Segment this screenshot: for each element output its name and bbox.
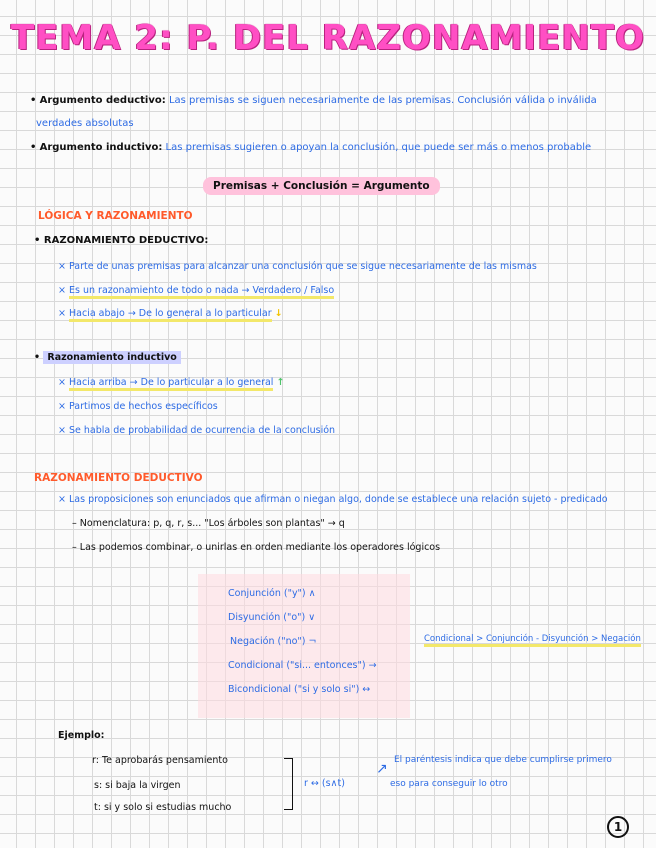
arrow-down-icon: ↓ xyxy=(274,308,283,319)
operator-disjunction: Disyunción ("o") ∨ xyxy=(228,612,316,623)
example-line-s: s: si baja la virgen xyxy=(94,780,181,791)
bullet: × xyxy=(58,377,66,388)
list-item-text: Es un razonamiento de todo o nada → Verdadero / Falso xyxy=(69,285,334,299)
bracket-icon xyxy=(284,758,293,810)
subheading-inductive-text: Razonamiento inductivo xyxy=(43,351,180,364)
list-item-text: Parte de unas premisas para alcanzar una conclusión que se sigue necesariamente de las mismas xyxy=(69,261,537,272)
page-title: TEMA 2: P. DEL RAZONAMIENTO xyxy=(11,18,645,58)
bullet: × xyxy=(58,401,66,412)
list-item-text: Las proposiciones son enunciados que afirman o niegan algo, donde se establece una relación sujeto - predicado xyxy=(69,494,608,505)
list-item xyxy=(58,285,334,296)
bullet: – xyxy=(72,542,77,553)
list-item xyxy=(58,494,608,505)
deductive-argument-text: Las premisas se siguen necesariamente de las premisas. Conclusión válida o inválida xyxy=(168,95,597,106)
example-label: Ejemplo: xyxy=(58,730,105,741)
operator-conjunction: Conjunción ("y") ∧ xyxy=(228,588,316,599)
example-line-t: t: si y solo si estudias mucho xyxy=(94,802,232,813)
sub-list-item xyxy=(72,518,345,529)
operator-conditional: Condicional ("si... entonces") → xyxy=(228,660,377,671)
deductive-argument-line xyxy=(30,95,597,106)
deductive-argument-text-2: verdades absolutas xyxy=(36,118,134,129)
operator-order xyxy=(424,634,641,644)
sub-list-item xyxy=(72,542,440,553)
arrow-up-icon: ↑ xyxy=(276,377,285,388)
inductive-argument-line xyxy=(30,142,591,153)
bullet: • xyxy=(30,95,37,106)
operator-negation: Negación ("no") ¬ xyxy=(230,636,317,647)
bullet: – xyxy=(72,518,77,529)
example-line-r: r: Te aprobarás pensamiento xyxy=(92,755,228,766)
list-item-text: Hacia abajo → De lo general a lo particular xyxy=(69,308,272,322)
section-heading-logic: LÓGICA Y RAZONAMIENTO xyxy=(38,210,193,222)
list-item-text: Partimos de hechos específicos xyxy=(69,401,218,412)
deductive-argument-term: Argumento deductivo: xyxy=(39,95,166,106)
list-item xyxy=(58,401,218,412)
formula-text: Premisas + Conclusión = Argumento xyxy=(203,177,440,195)
list-item-text: Se habla de probabilidad de ocurrencia de la conclusión xyxy=(69,425,336,436)
example-note-2: eso para conseguir lo otro xyxy=(390,779,508,789)
example-formula: r ↔ (s∧t) xyxy=(304,778,345,789)
bullet: × xyxy=(58,285,66,296)
subheading-deductive-text: RAZONAMIENTO DEDUCTIVO: xyxy=(43,235,209,246)
list-item xyxy=(58,377,284,388)
inductive-argument-text: Las premisas sugieren o apoyan la conclusión, que puede ser más o menos probable xyxy=(165,142,592,153)
sub-list-item-text: Las podemos combinar, o unirlas en orden mediante los operadores lógicos xyxy=(79,542,441,553)
subheading-deductive xyxy=(34,235,208,246)
page-number: 1 xyxy=(607,816,629,838)
inductive-argument-term: Argumento inductivo: xyxy=(39,142,163,153)
arrow-up-right-icon: ↗ xyxy=(376,761,388,777)
bullet: × xyxy=(58,261,66,272)
formula-badge xyxy=(203,180,440,192)
operator-biconditional: Bicondicional ("si y solo si") ↔ xyxy=(228,684,371,695)
list-item xyxy=(58,425,335,436)
bullet: • xyxy=(34,235,41,246)
example-note-1: El paréntesis indica que debe cumplirse primero xyxy=(394,755,612,765)
bullet: • xyxy=(30,142,37,153)
list-item xyxy=(58,308,283,319)
subheading-inductive xyxy=(34,352,181,363)
bullet: • xyxy=(34,352,41,363)
bullet: × xyxy=(58,425,66,436)
list-item xyxy=(58,261,537,272)
section-heading-deductive: RAZONAMIENTO DEDUCTIVO xyxy=(34,472,203,484)
bullet: × xyxy=(58,308,66,319)
operator-order-text: Condicional > Conjunción - Disyunción > Negación xyxy=(424,634,641,647)
list-item-text: Hacia arriba → De lo particular a lo general xyxy=(69,377,273,391)
bullet: × xyxy=(58,494,66,505)
sub-list-item-text: Nomenclatura: p, q, r, s... "Los árboles son plantas" → q xyxy=(79,518,345,529)
